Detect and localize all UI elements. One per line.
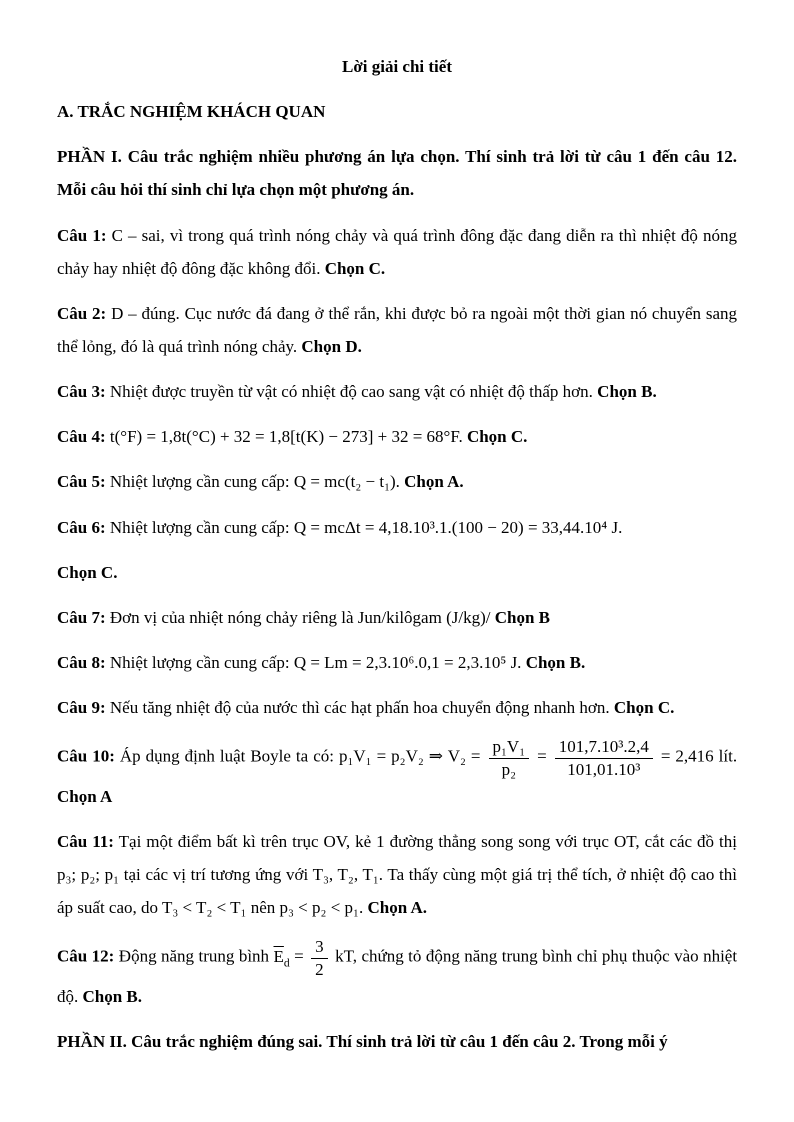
question-10-answer: Chọn A bbox=[57, 786, 113, 806]
part2-heading-text: PHẦN II. Câu trắc nghiệm đúng sai. Thí sinh trả lời từ câu 1 đến câu 2. Trong mỗi ý bbox=[57, 1031, 668, 1051]
question-12-fraction bbox=[311, 936, 328, 980]
question-10 bbox=[57, 736, 737, 813]
section-a-heading bbox=[57, 95, 737, 128]
question-2 bbox=[57, 297, 737, 363]
part2-heading bbox=[57, 1025, 737, 1058]
fraction-numerator: 101,7.10³.2,4 bbox=[555, 736, 653, 758]
question-8-formula: Q = Lm = 2,3.10⁶.0,1 = 2,3.10⁵ J. bbox=[293, 652, 522, 672]
question-3-label: Câu 3: bbox=[57, 382, 106, 402]
question-9 bbox=[57, 691, 737, 724]
part1-heading-text: PHẦN I. Câu trắc nghiệm nhiều phương án lựa chọn. Thí sinh trả lời từ câu 1 đến câu 12. Mỗi câu hỏi thí sinh chỉ lựa chọn một phương án. bbox=[57, 147, 737, 200]
question-7 bbox=[57, 601, 737, 634]
question-12-body2: chứng tỏ động năng trung bình chỉ phụ thuộc vào nhiệt độ. bbox=[57, 946, 738, 1006]
question-7-label: Câu 7: bbox=[57, 607, 106, 627]
question-12-kT: kT, bbox=[335, 946, 357, 966]
question-11-label: Câu 11: bbox=[57, 831, 114, 851]
fraction-denominator: 101,01.10³ bbox=[567, 759, 641, 779]
question-1-answer: Chọn C. bbox=[324, 258, 386, 278]
question-11 bbox=[57, 825, 737, 924]
question-9-answer: Chọn C. bbox=[613, 698, 675, 718]
question-5 bbox=[57, 465, 737, 498]
subscript-d: d bbox=[283, 956, 290, 970]
page-title-text: Lời giải chi tiết bbox=[342, 57, 452, 76]
question-5-body: Nhiệt lượng cần cung cấp: bbox=[109, 472, 290, 492]
part1-heading bbox=[57, 140, 737, 206]
question-3-body: Nhiệt được truyền từ vật có nhiệt độ cao sang vật có nhiệt độ thấp hơn. bbox=[109, 382, 593, 402]
question-12-label: Câu 12: bbox=[57, 946, 115, 966]
question-6-answer: Chọn C. bbox=[57, 562, 118, 582]
question-1-label: Câu 1: bbox=[57, 225, 107, 245]
question-4 bbox=[57, 420, 737, 453]
question-6 bbox=[57, 511, 737, 544]
question-10-fraction-numeric bbox=[555, 736, 653, 780]
question-4-answer: Chọn C. bbox=[466, 427, 528, 447]
fraction-numerator: p₁V₁ bbox=[489, 736, 530, 758]
question-8-label: Câu 8: bbox=[57, 652, 106, 672]
question-6-answer-line bbox=[57, 556, 737, 589]
question-12-equals: = bbox=[294, 946, 304, 966]
question-10-formula-lead: p₁V₁ = p₂V₂ ⇒ V₂ = bbox=[338, 746, 481, 766]
question-10-tail: lít. bbox=[718, 746, 738, 766]
question-2-answer: Chọn D. bbox=[301, 336, 362, 356]
question-5-formula: Q = mc(t₂ − t₁). bbox=[293, 472, 400, 492]
question-8 bbox=[57, 646, 737, 679]
overline-E: $\overline{E}$ bbox=[273, 946, 284, 966]
question-8-body: Nhiệt lượng cần cung cấp: bbox=[109, 652, 290, 672]
question-3 bbox=[57, 375, 737, 408]
question-4-label: Câu 4: bbox=[57, 427, 106, 447]
question-9-body: Nếu tăng nhiệt độ của nước thì các hạt phấn hoa chuyển động nhanh hơn. bbox=[109, 698, 610, 718]
question-2-label: Câu 2: bbox=[57, 303, 107, 323]
question-7-body: Đơn vị của nhiệt nóng chảy riêng là Jun/kilôgam (J/kg)/ bbox=[109, 607, 491, 627]
question-5-answer: Chọn A. bbox=[404, 472, 464, 492]
question-8-answer: Chọn B. bbox=[525, 652, 586, 672]
question-12-answer: Chọn B. bbox=[82, 986, 143, 1006]
fraction-numerator: 3 bbox=[311, 936, 328, 958]
fraction-denominator: 2 bbox=[315, 959, 324, 979]
question-10-result: = 2,416 bbox=[660, 746, 714, 766]
question-10-body: Áp dụng định luật Boyle ta có: bbox=[119, 746, 334, 766]
question-1 bbox=[57, 219, 737, 285]
question-12-energy-symbol bbox=[273, 946, 290, 970]
question-1-body: C – sai, vì trong quá trình nóng chảy và quá trình đông đặc đang diễn ra thì nhiệt độ nóng chảy hay nhiệt độ đông đặc không đổi. bbox=[57, 225, 737, 278]
question-6-formula: Q = mcΔt = 4,18.10³.1.(100 − 20) = 33,44.10⁴ J. bbox=[293, 517, 623, 537]
section-a-heading-text: A. TRẮC NGHIỆM KHÁCH QUAN bbox=[57, 102, 326, 122]
question-9-label: Câu 9: bbox=[57, 698, 106, 718]
question-12-body1: Động năng trung bình bbox=[118, 946, 270, 966]
question-10-equals: = bbox=[537, 746, 547, 766]
question-11-answer: Chọn A. bbox=[367, 898, 427, 918]
question-5-label: Câu 5: bbox=[57, 472, 106, 492]
question-7-answer: Chọn B bbox=[494, 607, 550, 627]
question-11-body: Tại một điểm bất kì trên trục OV, kẻ 1 đường thẳng song song với trục OT, cắt các đồ thị p₃; p₂; p₁ tại các vị trí tương ứng với T₃, T₂, T₁. Ta thấy cùng một giá trị thể tích, ở nhiệt độ cao thì áp suất cao, do T₃ < T₂ < T₁ nên p₃ < p₂ < p₁. bbox=[57, 831, 737, 918]
question-4-formula: t(°F) = 1,8t(°C) + 32 = 1,8[t(K) − 273] + 32 = 68°F. bbox=[109, 427, 463, 447]
question-3-answer: Chọn B. bbox=[597, 382, 657, 402]
question-12 bbox=[57, 936, 737, 1013]
fraction-denominator: p₂ bbox=[501, 759, 517, 779]
question-10-label: Câu 10: bbox=[57, 746, 115, 766]
page-title bbox=[57, 50, 737, 83]
question-6-label: Câu 6: bbox=[57, 517, 106, 537]
question-10-fraction-symbolic bbox=[489, 736, 530, 780]
question-6-body: Nhiệt lượng cần cung cấp: bbox=[109, 517, 290, 537]
question-2-body: D – đúng. Cục nước đá đang ở thể rắn, khi được bỏ ra ngoài một thời gian nó chuyển sang thể lỏng, đó là quá trình nóng chảy. bbox=[57, 303, 737, 356]
